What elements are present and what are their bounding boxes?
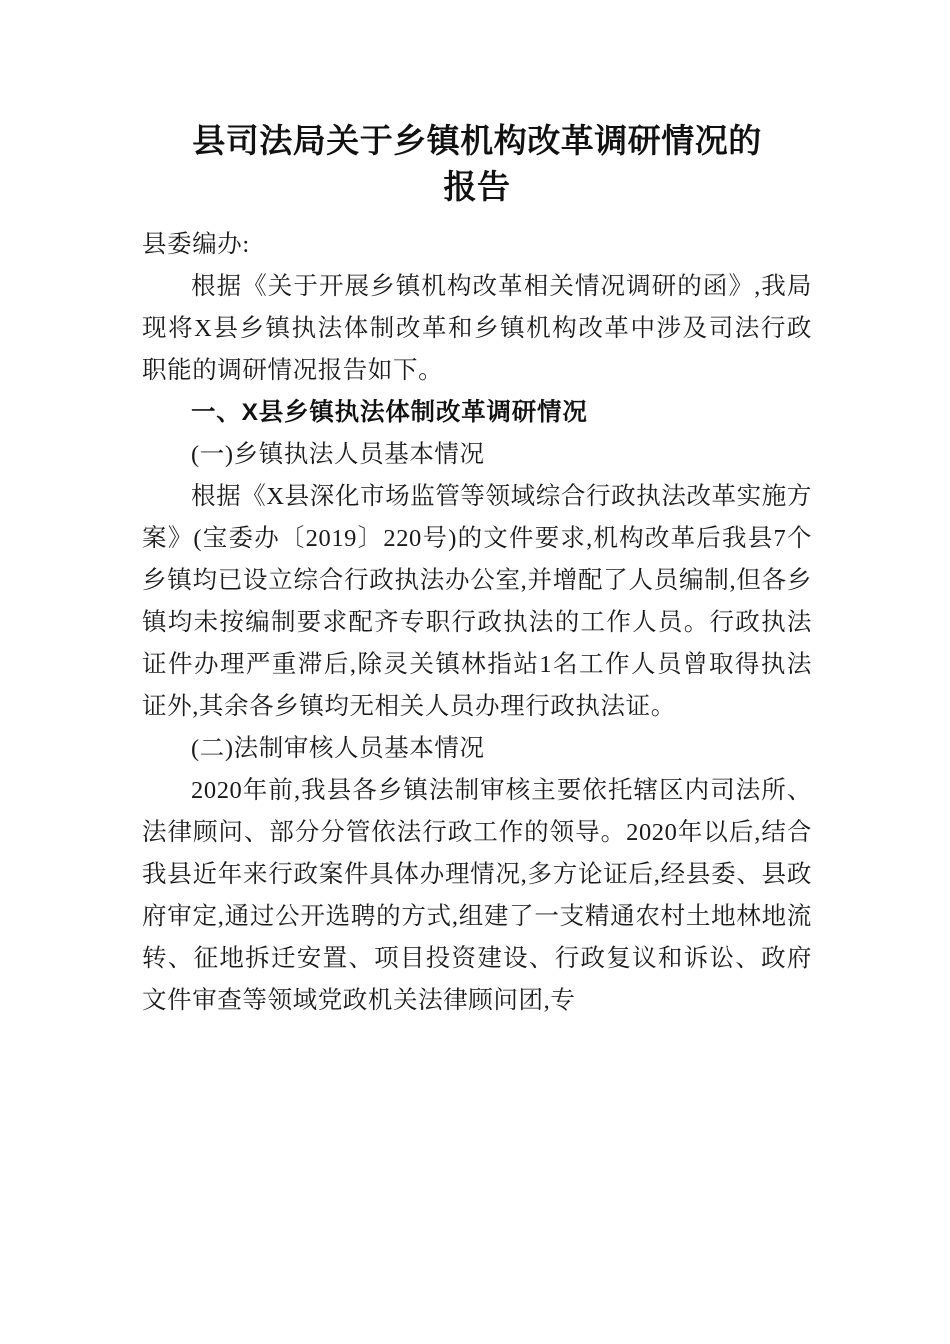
intro-paragraph: 根据《关于开展乡镇机构改革相关情况调研的函》,我局现将X县乡镇执法体制改革和乡镇机构改革中涉及司法行政职能的调研情况报告如下。: [142, 273, 812, 384]
section-heading-one: 一、X县乡镇执法体制改革调研情况: [191, 399, 588, 426]
page-title-line-2: 报告: [443, 168, 511, 205]
document-content: [142, 0, 812, 1022]
addressee-line: 县委编办:: [142, 231, 250, 258]
subsection-heading-one-2: (二)法制审核人员基本情况: [191, 735, 485, 762]
paragraph-legal-review-staff: 2020年前,我县各乡镇法制审核主要依托辖区内司法所、法律顾问、部分分管依法行政工作的领导。2020年以后,结合我县近年来行政案件具体办理情况,多方论证后,经县委、县政府审定,通过公开选聘的方式,组建了一支精通农村土地林地流转、征地拆迁安置、项目投资建设、行政复议和诉讼、政府文件审查等领域党政机关法律顾问团,专: [142, 777, 812, 1014]
document-body: [142, 224, 812, 1022]
page-title: [142, 0, 812, 210]
subsection-heading-one-1: (一)乡镇执法人员基本情况: [191, 441, 485, 468]
paragraph-enforcement-staff: 根据《X县深化市场监管等领域综合行政执法改革实施方案》(宝委办〔2019〕220号)的文件要求,机构改革后我县7个乡镇均已设立综合行政执法办公室,并增配了人员编制,但各乡镇均未按编制要求配齐专职行政执法的工作人员。行政执法证件办理严重滞后,除灵关镇林指站1名工作人员曾取得执法证外,其余各乡镇均无相关人员办理行政执法证。: [142, 483, 812, 720]
page-title-line-1: 县司法局关于乡镇机构改革调研情况的: [192, 122, 762, 159]
